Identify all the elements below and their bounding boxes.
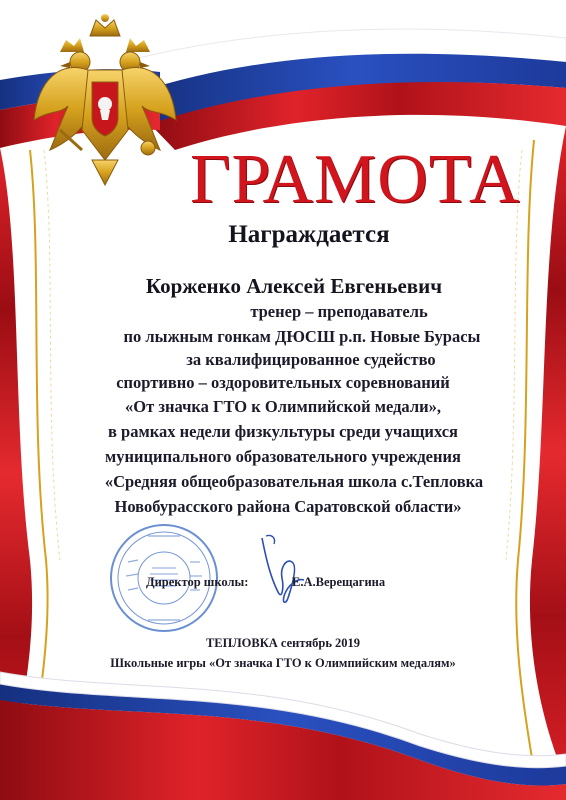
awarded-heading: Награждается xyxy=(228,221,390,248)
recipient-name: Корженко Алексей Евгеньевич xyxy=(145,274,443,298)
body-line: за квалифицированное судейство xyxy=(186,350,436,369)
body-line: спортивно – оздоровительных соревнований xyxy=(116,373,450,392)
place-date: ТЕПЛОВКА сентябрь 2019 xyxy=(205,636,361,650)
body-line: муниципального образовательного учреждения xyxy=(105,447,461,466)
body-line: Новобурасского района Саратовской области» xyxy=(114,497,462,516)
body-line: в рамках недели физкультуры среди учащихся xyxy=(108,422,458,441)
signer-name: Е.А.Верещагина xyxy=(292,575,386,589)
signer-title: Директор школы: xyxy=(146,575,249,589)
event-name: Школьные игры «От значка ГТО к Олимпийским медалям» xyxy=(110,656,456,670)
certificate-title: ГРАМОТА xyxy=(190,141,521,218)
body-line: «От значка ГТО к Олимпийской медали», xyxy=(125,397,441,416)
body-line: тренер – преподаватель xyxy=(250,302,428,321)
body-line: «Средняя общеобразовательная школа с.Тепловка xyxy=(104,472,484,491)
director-signature xyxy=(252,528,312,608)
body-line: по лыжным гонкам ДЮСШ р.п. Новые Бурасы xyxy=(123,327,481,346)
